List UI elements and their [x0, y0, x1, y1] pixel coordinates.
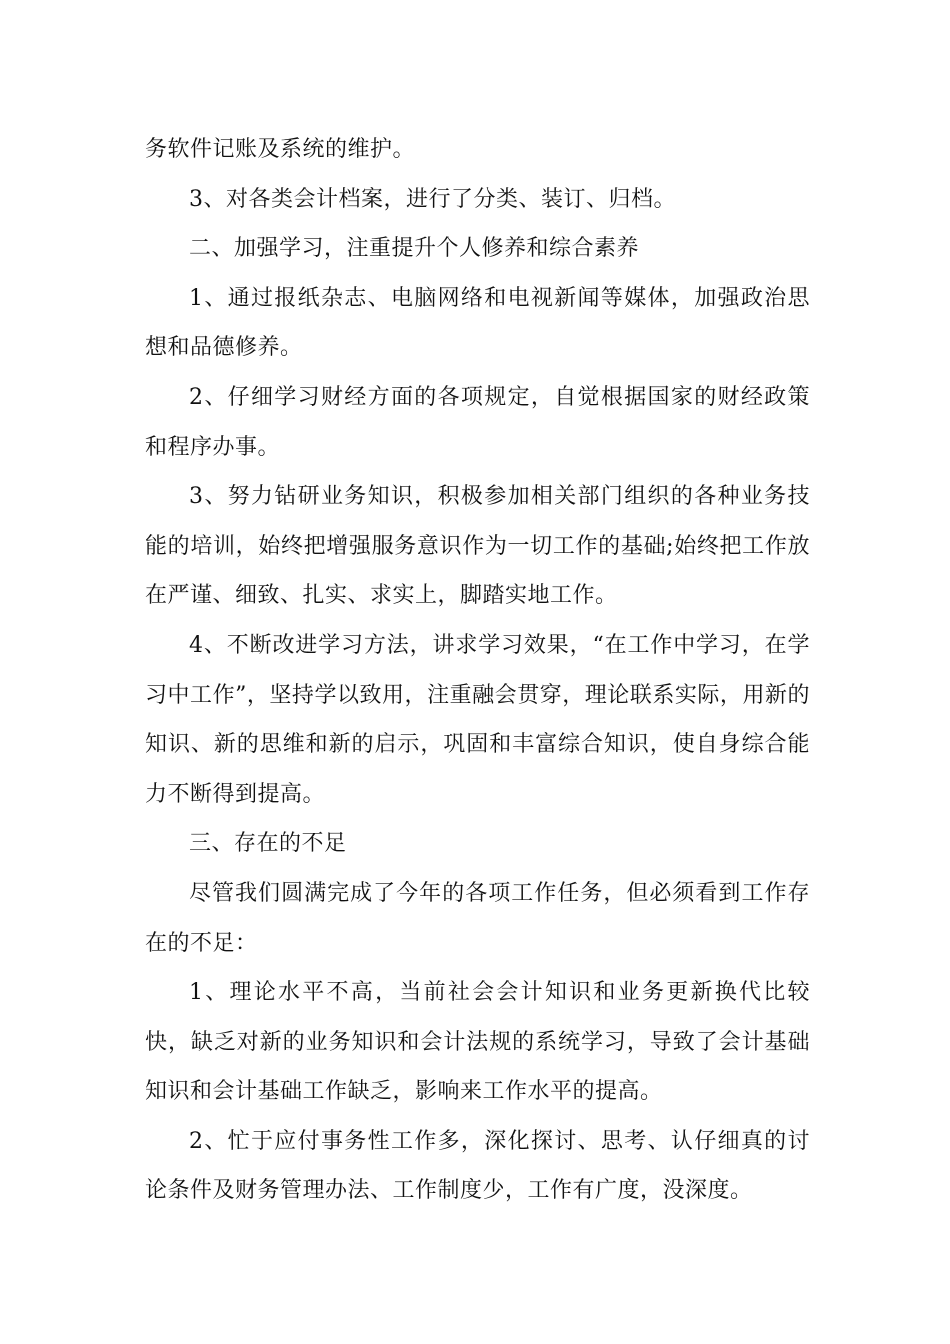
section-heading-study: 二、加强学习，注重提升个人修养和综合素养: [189, 236, 640, 262]
paragraph-shortcoming-1: 1、理论水平不高，当前社会会计知识和业务更新换代比较快，缺乏对新的业务知识和会计法规的系统学习，导致了会计基础知识和会计基础工作缺乏，影响来工作水平的提高。: [145, 980, 810, 1105]
document-body: [145, 125, 810, 1216]
section-heading-shortcomings: 三、存在的不足: [189, 831, 347, 857]
paragraph-study-item-1: 1、通过报纸杂志、电脑网络和电视新闻等媒体，加强政治思想和品德修养。: [145, 285, 810, 361]
paragraph-archive-filing: 3、对各类会计档案，进行了分类、装订、归档。: [189, 186, 676, 212]
paragraph-study-item-2: 2、仔细学习财经方面的各项规定，自觉根据国家的财经政策和程序办事。: [145, 384, 810, 460]
paragraph-shortcomings-intro: 尽管我们圆满完成了今年的各项工作任务，但必须看到工作存在的不足：: [145, 880, 810, 956]
paragraph-study-item-3: 3、努力钻研业务知识，积极参加相关部门组织的各种业务技能的培训，始终把增强服务意识作为一切工作的基础;始终把工作放在严谨、细致、扎实、求实上，脚踏实地工作。: [145, 484, 810, 609]
paragraph-continuation: 务软件记账及系统的维护。: [145, 137, 416, 162]
paragraph-shortcoming-2: 2、忙于应付事务性工作多，深化探讨、思考、认仔细真的讨论条件及财务管理办法、工作制度少，工作有广度，没深度。: [145, 1128, 810, 1204]
paragraph-study-item-4: 4、不断改进学习方法，讲求学习效果，“在工作中学习，在学习中工作”，坚持学以致用，注重融会贯穿，理论联系实际，用新的知识、新的思维和新的启示，巩固和丰富综合知识，使自身综合能力不断得到提高。: [145, 632, 810, 807]
